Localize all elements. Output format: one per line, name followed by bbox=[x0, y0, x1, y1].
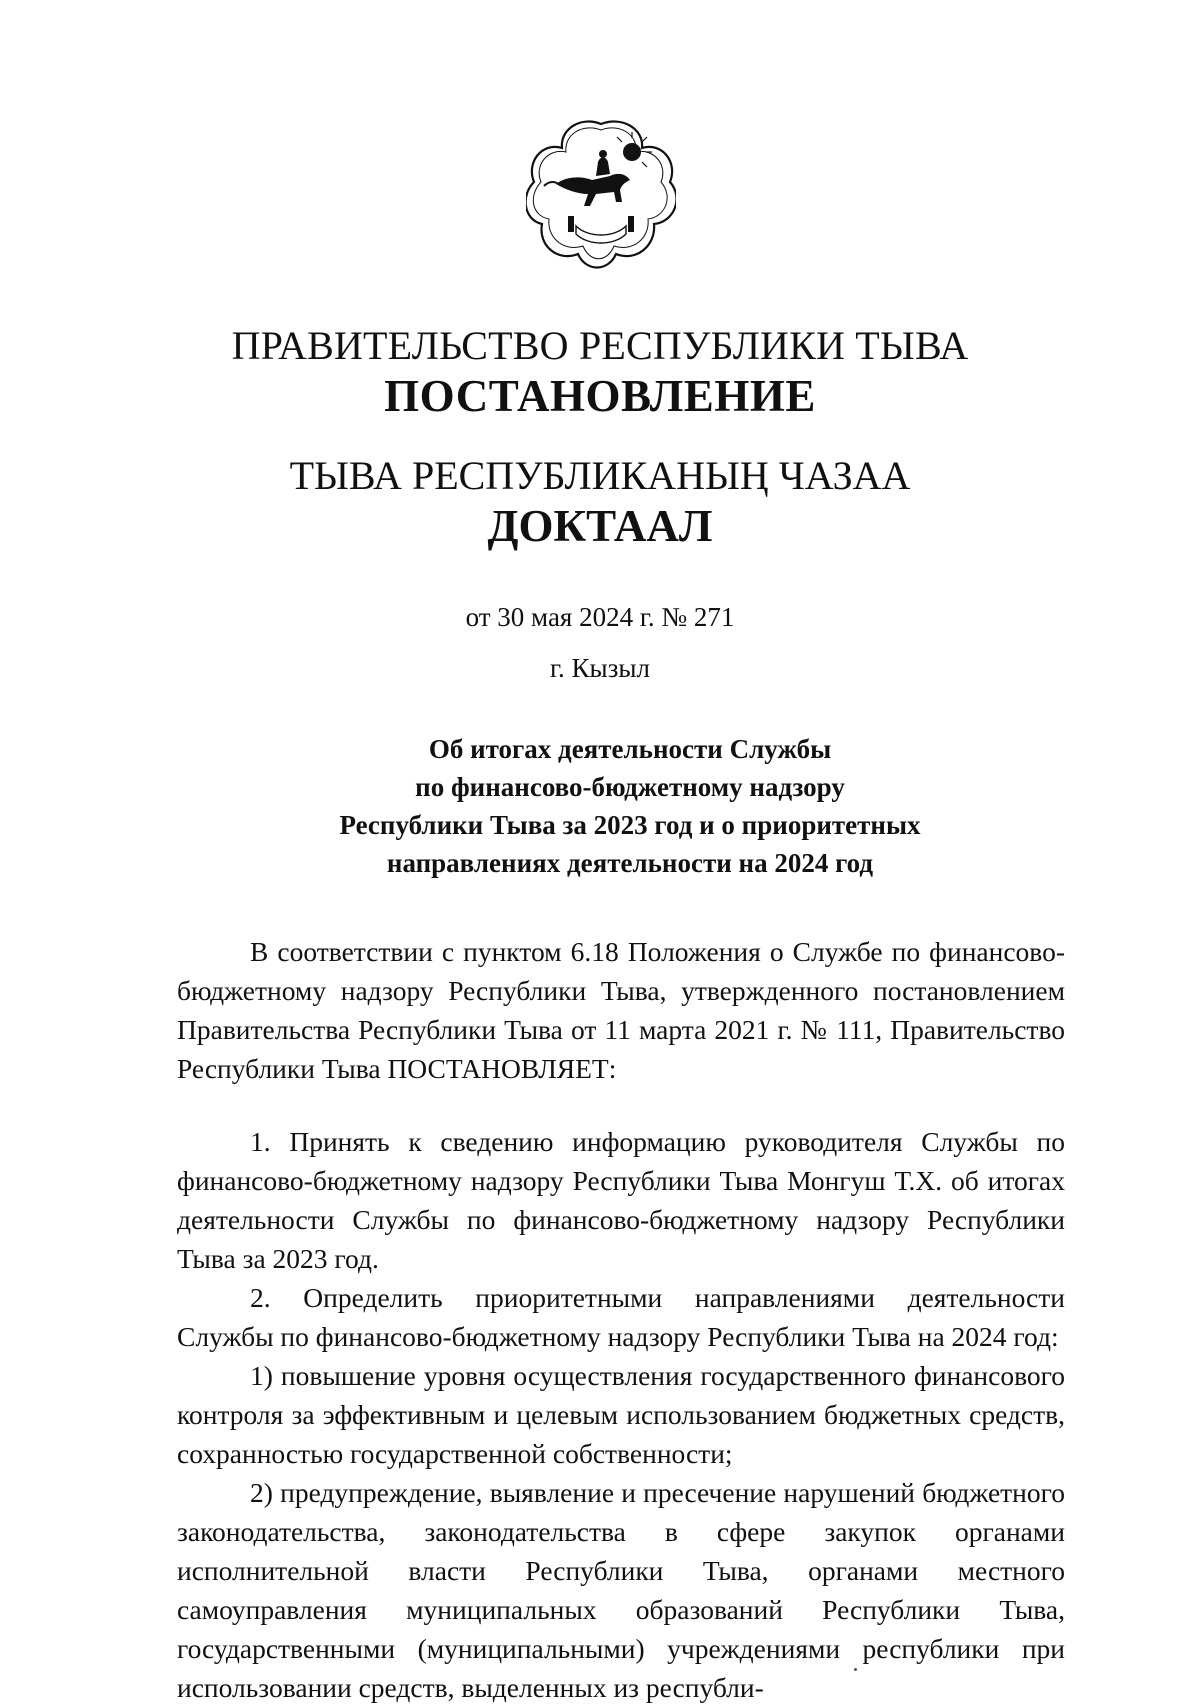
document-title bbox=[300, 730, 960, 882]
scan-speck bbox=[854, 1668, 857, 1671]
resolution-items bbox=[177, 1122, 1065, 1707]
preamble-paragraph: В соответствии с пунктом 6.18 Положения о Службе по финансово-бюджетному надзору Республики Тыва, утвержденного постановлением Правительства Республики Тыва от 11 марта 2021 г. № 111, Правительство Республики Тыва ПОСТАНОВЛЯЕТ: bbox=[177, 936, 1065, 1084]
preamble bbox=[177, 932, 1065, 1088]
item-2: 2. Определить приоритетными направлениями деятельности Службы по финансово-бюджетному надзору Республики Тыва на 2024 год: bbox=[177, 1282, 1065, 1352]
title-line: Республики Тыва за 2023 год и о приоритетных bbox=[339, 810, 921, 840]
subitem-1: 1) повышение уровня осуществления государственного финансового контроля за эффективным и целевым использованием бюджетных средств, сохранностью государственной собственности; bbox=[177, 1360, 1065, 1469]
government-name-ru: ПРАВИТЕЛЬСТВО РЕСПУБЛИКИ ТЫВА bbox=[231, 323, 969, 368]
coat-of-arms-emblem bbox=[526, 118, 676, 272]
document-city: г. Кызыл bbox=[550, 653, 650, 683]
document-date-number: от 30 мая 2024 г. № 271 bbox=[465, 602, 735, 632]
title-line: по финансово-бюджетному надзору bbox=[415, 772, 845, 802]
title-line: Об итогах деятельности Службы bbox=[428, 734, 832, 764]
document-type-tyv: ДОКТААЛ bbox=[487, 501, 713, 551]
subitem-2: 2) предупреждение, выявление и пресечение нарушений бюджетного законодательства, законодательства в сфере закупок органами исполнительной власти Республики Тыва, органами местного самоуправления муниципальных образований Республики Тыва, государственными (муниципальными) учреждениями республики при использовании средств, выделенных из республи- bbox=[177, 1477, 1065, 1703]
title-line: направлениях деятельности на 2024 год bbox=[386, 848, 874, 878]
item-1: 1. Принять к сведению информацию руководителя Службы по финансово-бюджетному надзору Республики Тыва Монгуш Т.Х. об итогах деятельности Службы по финансово-бюджетному надзору Республики Тыва за 2023 год. bbox=[177, 1126, 1065, 1274]
emblem-icon bbox=[526, 118, 676, 272]
government-name-tyv: ТЫВА РЕСПУБЛИКАНЫҢ ЧАЗАА bbox=[289, 453, 911, 498]
document-type-ru: ПОСТАНОВЛЕНИЕ bbox=[384, 371, 816, 421]
